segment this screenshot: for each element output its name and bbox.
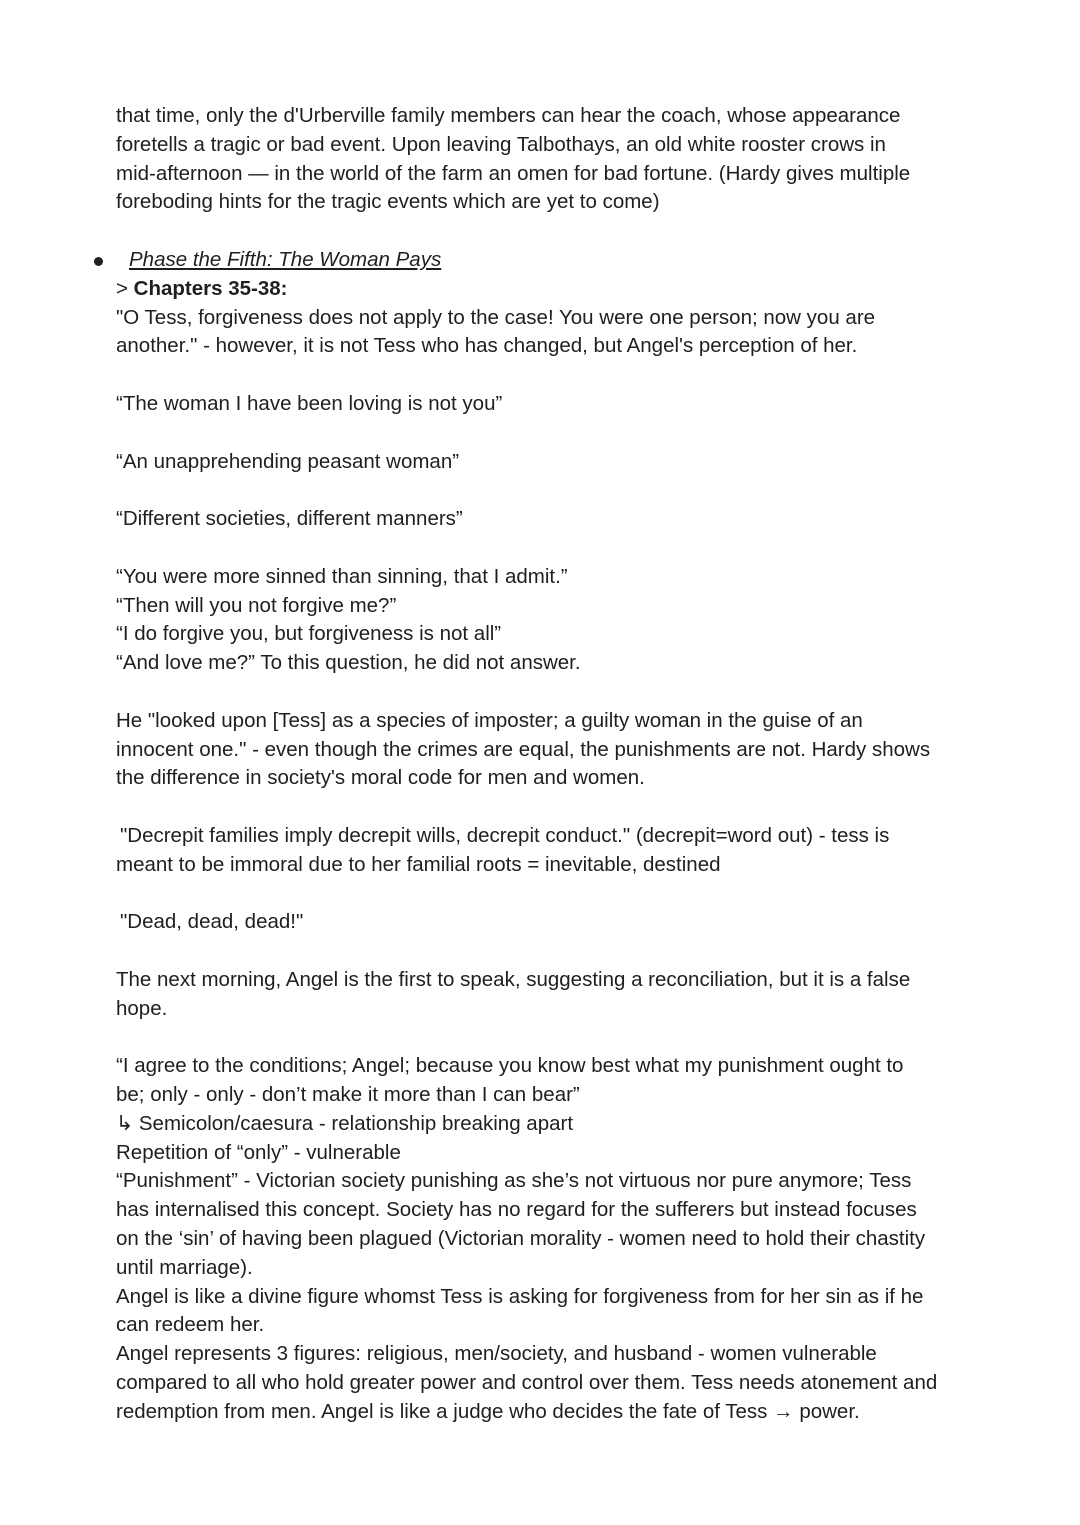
analysis-line: ↳ Semicolon/caesura - relationship breaking apart [116,1111,574,1135]
paragraph-line: hope. [116,996,168,1020]
quote-line: be; only - only - don’t make it more than I can bear” [116,1083,580,1107]
analysis-line: “Punishment” - Victorian society punishing as she’s not virtuous nor pure anymore; Tess [116,1169,912,1193]
intro-line: foretells a tragic or bad event. Upon leaving Talbothays, an old white rooster crows in [116,132,886,156]
spacer [116,1024,1016,1053]
quote-line: "O Tess, forgiveness does not apply to the case! You were one person; now you are [116,305,876,329]
spacer [116,476,1016,505]
analysis-line: until marriage). [116,1255,253,1279]
document-content [116,102,1016,1427]
bullet-icon [94,257,103,266]
phase-bullet [116,246,1016,275]
quote-line: innocent one." - even though the crimes are equal, the punishments are not. Hardy shows [116,737,931,761]
dialogue-line: “Then will you not forgive me?” [116,593,397,617]
spacer [116,419,1016,448]
quote-line: "Dead, dead, dead!" [120,910,304,934]
analysis-line: redemption from men. Angel is like a judge who decides the fate of Tess → power. [116,1399,860,1423]
analysis-line: on the ‘sin’ of having been plagued (Victorian morality - women need to hold their chastity [116,1227,926,1251]
dialogue-line: “I do forgive you, but forgiveness is not all” [116,622,502,646]
paragraph-line: The next morning, Angel is the first to speak, suggesting a reconciliation, but it is a false [116,967,911,991]
analysis-line: Angel represents 3 figures: religious, men/society, and husband - women vulnerable [116,1342,877,1366]
spacer [116,361,1016,390]
chapters-heading [116,275,1016,304]
quote-line: another." - however, it is not Tess who has changed, but Angel's perception of her. [116,334,858,358]
spacer [116,937,1016,966]
spacer [116,534,1016,563]
intro-line: that time, only the d'Urberville family members can hear the coach, whose appearance [116,104,901,127]
quote-line: “An unapprehending peasant woman” [116,449,460,473]
intro-line: foreboding hints for the tragic events which are yet to come) [116,190,660,214]
quote-line: "Decrepit families imply decrepit wills, decrepit conduct." (decrepit=word out) - tess is [120,823,890,847]
spacer [116,678,1016,707]
chapters-prefix: > [116,276,134,300]
dialogue-line: “You were more sinned than sinning, that I admit.” [116,564,568,588]
dialogue-line: “And love me?” To this question, he did not answer. [116,651,581,675]
analysis-line: has internalised this concept. Society has no regard for the sufferers but instead focuses [116,1198,917,1222]
quote-line: “The woman I have been loving is not you” [116,391,503,415]
spacer [116,217,1016,246]
analysis-line: Repetition of “only” - vulnerable [116,1140,401,1164]
chapters-label: Chapters 35-38: [133,276,288,300]
intro-line: mid-afternoon — in the world of the farm an omen for bad fortune. (Hardy gives multiple [116,161,911,185]
analysis-line: can redeem her. [116,1313,265,1337]
phase-title: Phase the Fifth: The Woman Pays [129,247,442,271]
analysis-line: Angel is like a divine figure whomst Tess is asking for forgiveness from for her sin as if he [116,1284,924,1308]
spacer [116,793,1016,822]
quote-line: “I agree to the conditions; Angel; because you know best what my punishment ought to [116,1054,904,1078]
quote-line: meant to be immoral due to her familial roots = inevitable, destined [116,852,721,876]
analysis-line: compared to all who hold greater power and control over them. Tess needs atonement and [116,1371,938,1395]
quote-line: the difference in society's moral code for men and women. [116,766,645,790]
quote-line: He "looked upon [Tess] as a species of imposter; a guilty woman in the guise of an [116,708,863,732]
spacer [116,880,1016,909]
quote-line: “Different societies, different manners” [116,507,463,531]
